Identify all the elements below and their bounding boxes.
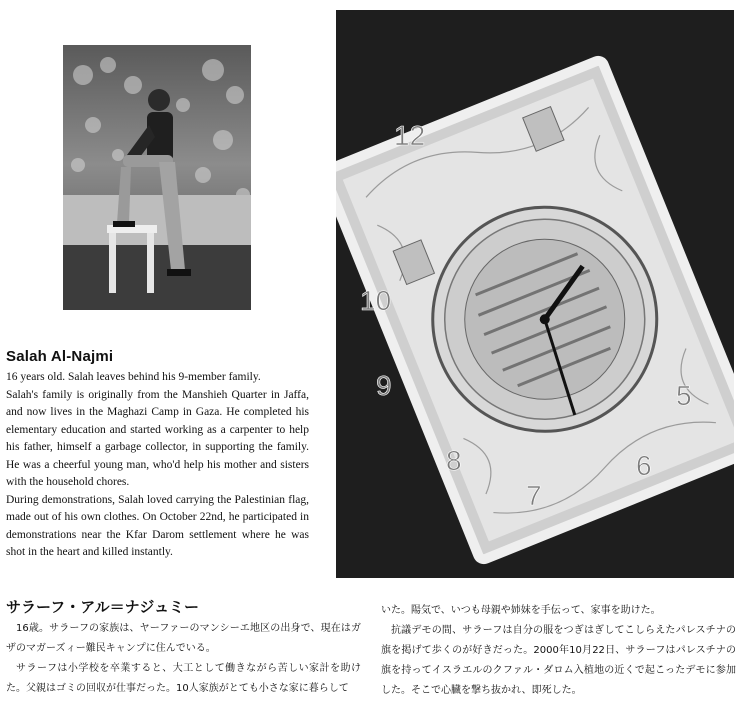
portrait-illustration <box>63 45 251 310</box>
portrait-photo <box>63 45 251 310</box>
japanese-paragraph: サラーフは小学校を卒業すると、大工として働きながら苦しい家計を助けた。父親はゴミの回収が仕事だった。10人家族がとても小さな家に暮らして <box>6 663 361 694</box>
clock-numeral-6: 6 <box>636 450 652 481</box>
bio-text <box>6 369 309 562</box>
bio-paragraph: 16 years old. Salah leaves behind his 9-member family. <box>6 371 261 383</box>
clock-illustration <box>336 10 734 578</box>
clock-numeral-7: 7 <box>526 480 542 511</box>
clock-numeral-10: 10 <box>360 285 392 316</box>
japanese-paragraph: 抗議デモの間、サラーフは自分の服をつぎはぎしてこしらえたパレスチナの旗を掲げて歩くのが好きだった。2000年10月22日、サラーフはパレスチナの旗を持ってイスラエルのクファル・ダロム入植地の近くで起こったデモに参加した。そこで心臓を撃ち抜かれ、即死した。 <box>381 625 736 696</box>
bio-paragraph: During demonstrations, Salah loved carrying the Palestinian flag, made out of his own clothes. On October 22nd, he participated in demonstrations near the Kfar Darom settlement where he was shot in the heart and killed instantly. <box>6 493 309 558</box>
clock-photo <box>336 10 734 578</box>
clock-numeral-8: 8 <box>446 445 462 476</box>
clock-numeral-5: 5 <box>676 380 692 411</box>
japanese-paragraph: いた。陽気で、いつも母親や姉妹を手伝って、家事を助けた。 <box>381 605 661 616</box>
japanese-name: サラーフ・アル＝ナジュミー <box>6 598 200 616</box>
person-name: Salah Al-Najmi <box>6 348 114 365</box>
bio-paragraph: Salah's family is originally from the Manshieh Quarter in Jaffa, and now lives in the Maghazi Camp in Gaza. He completed his elementary education and started working as a carpenter to help his father, himself a garbage collector, in supporting the family. He was a cheerful young man, who'd help his mother and sisters with the household chores. <box>6 388 309 488</box>
japanese-column-right <box>381 601 736 701</box>
japanese-paragraph: 16歳。サラーフの家族は、ヤーファーのマンシーエ地区の出身で、現在はガザのマガーズィー難民キャンプに住んでいる。 <box>6 623 361 654</box>
japanese-column-left <box>6 619 361 699</box>
clock-numeral-9: 9 <box>376 370 392 401</box>
clock-numeral-12: 12 <box>394 120 426 151</box>
